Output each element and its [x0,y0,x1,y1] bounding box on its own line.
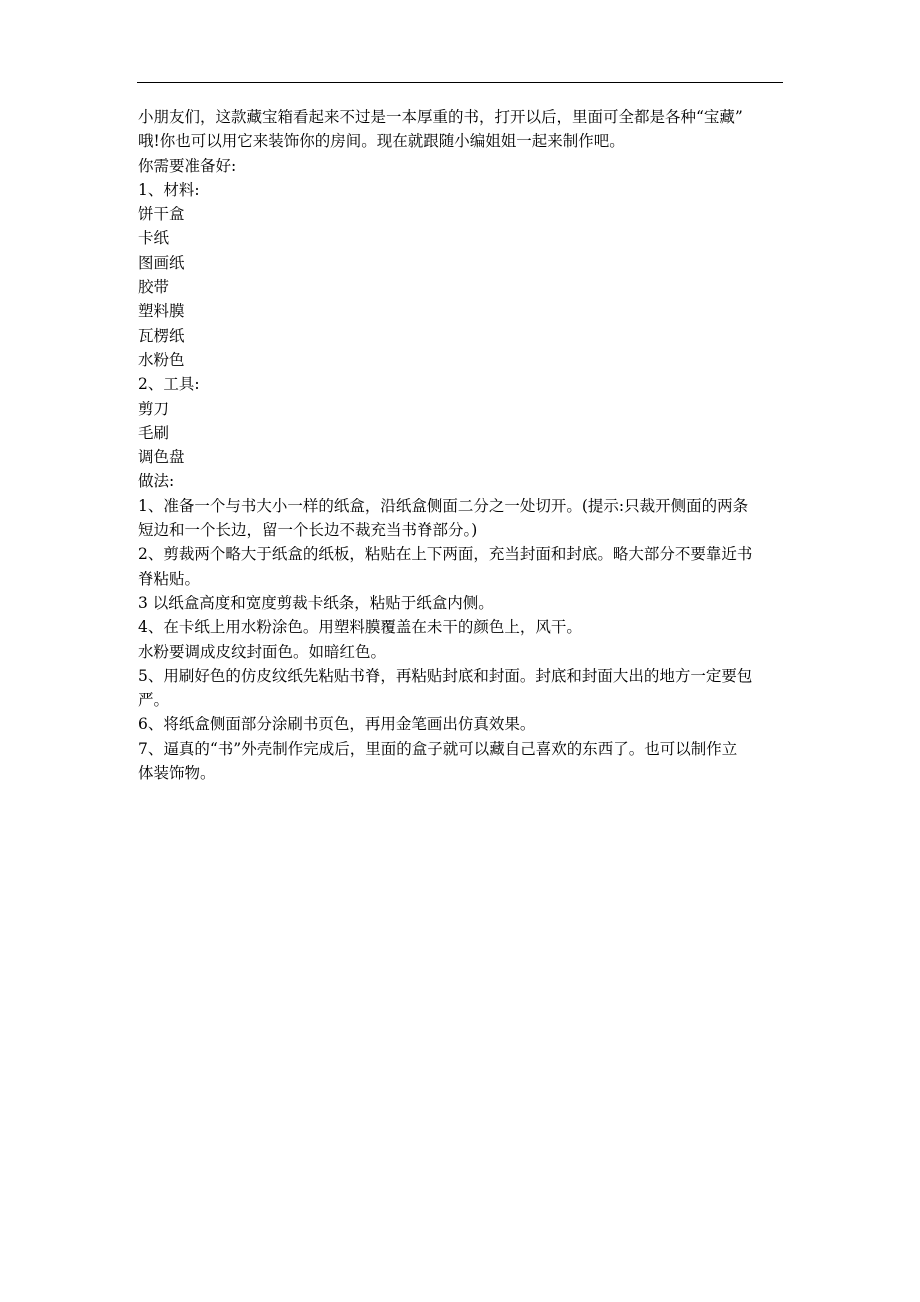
text-line: 6、将纸盒侧面部分涂刷书页色，再用金笔画出仿真效果。 [138,715,536,734]
text-line: 1、准备一个与书大小一样的纸盒，沿纸盒侧面二分之一处切开。(提示:只裁开侧面的两条 [138,496,749,515]
text-line: 严。 [138,691,170,710]
text-line: 饼干盒 [138,205,185,224]
text-line: 图画纸 [138,253,185,272]
text-line: 5、用刷好色的仿皮纹纸先粘贴书脊，再粘贴封底和封面。封底和封面大出的地方一定要包 [138,666,753,685]
text-line: 1、材料: [138,180,200,199]
text-line: 水粉色 [138,350,185,369]
text-line: 4、在卡纸上用水粉涂色。用塑料膜覆盖在未干的颜色上，风干。 [138,618,582,637]
text-line: 水粉要调成皮纹封面色。如暗红色。 [138,642,387,661]
text-line: 瓦楞纸 [138,326,185,345]
text-line: 2、剪裁两个略大于纸盒的纸板，粘贴在上下两面，充当封面和封底。略大部分不要靠近书 [138,545,753,564]
text-line: 体装饰物。 [138,764,216,783]
text-line: 做法: [138,472,175,491]
text-line: 你需要准备好: [138,156,237,175]
header-rule [137,82,783,83]
text-line: 毛刷 [138,423,170,442]
text-line: 短边和一个长边，留一个长边不裁充当书脊部分。) [138,521,478,540]
text-line: 小朋友们，这款藏宝箱看起来不过是一本厚重的书，打开以后，里面可全都是各种“宝藏” [138,108,743,126]
text-line: 脊粘贴。 [138,569,201,588]
text-line: 2、工具: [138,375,200,394]
text-line: 胶带 [138,278,170,297]
text-line: 卡纸 [138,229,170,248]
text-line: 剪刀 [138,399,170,418]
body-text [138,105,784,785]
text-line: 3 以纸盒高度和宽度剪裁卡纸条，粘贴于纸盒内侧。 [138,593,494,612]
text-line: 哦!你也可以用它来装饰你的房间。现在就跟随小编姐姐一起来制作吧。 [138,132,625,151]
text-line: 塑料膜 [138,302,185,321]
text-line: 调色盘 [138,448,185,467]
text-line: 7、逼真的“书”外壳制作完成后，里面的盒子就可以藏自己喜欢的东西了。也可以制作立 [138,739,738,758]
